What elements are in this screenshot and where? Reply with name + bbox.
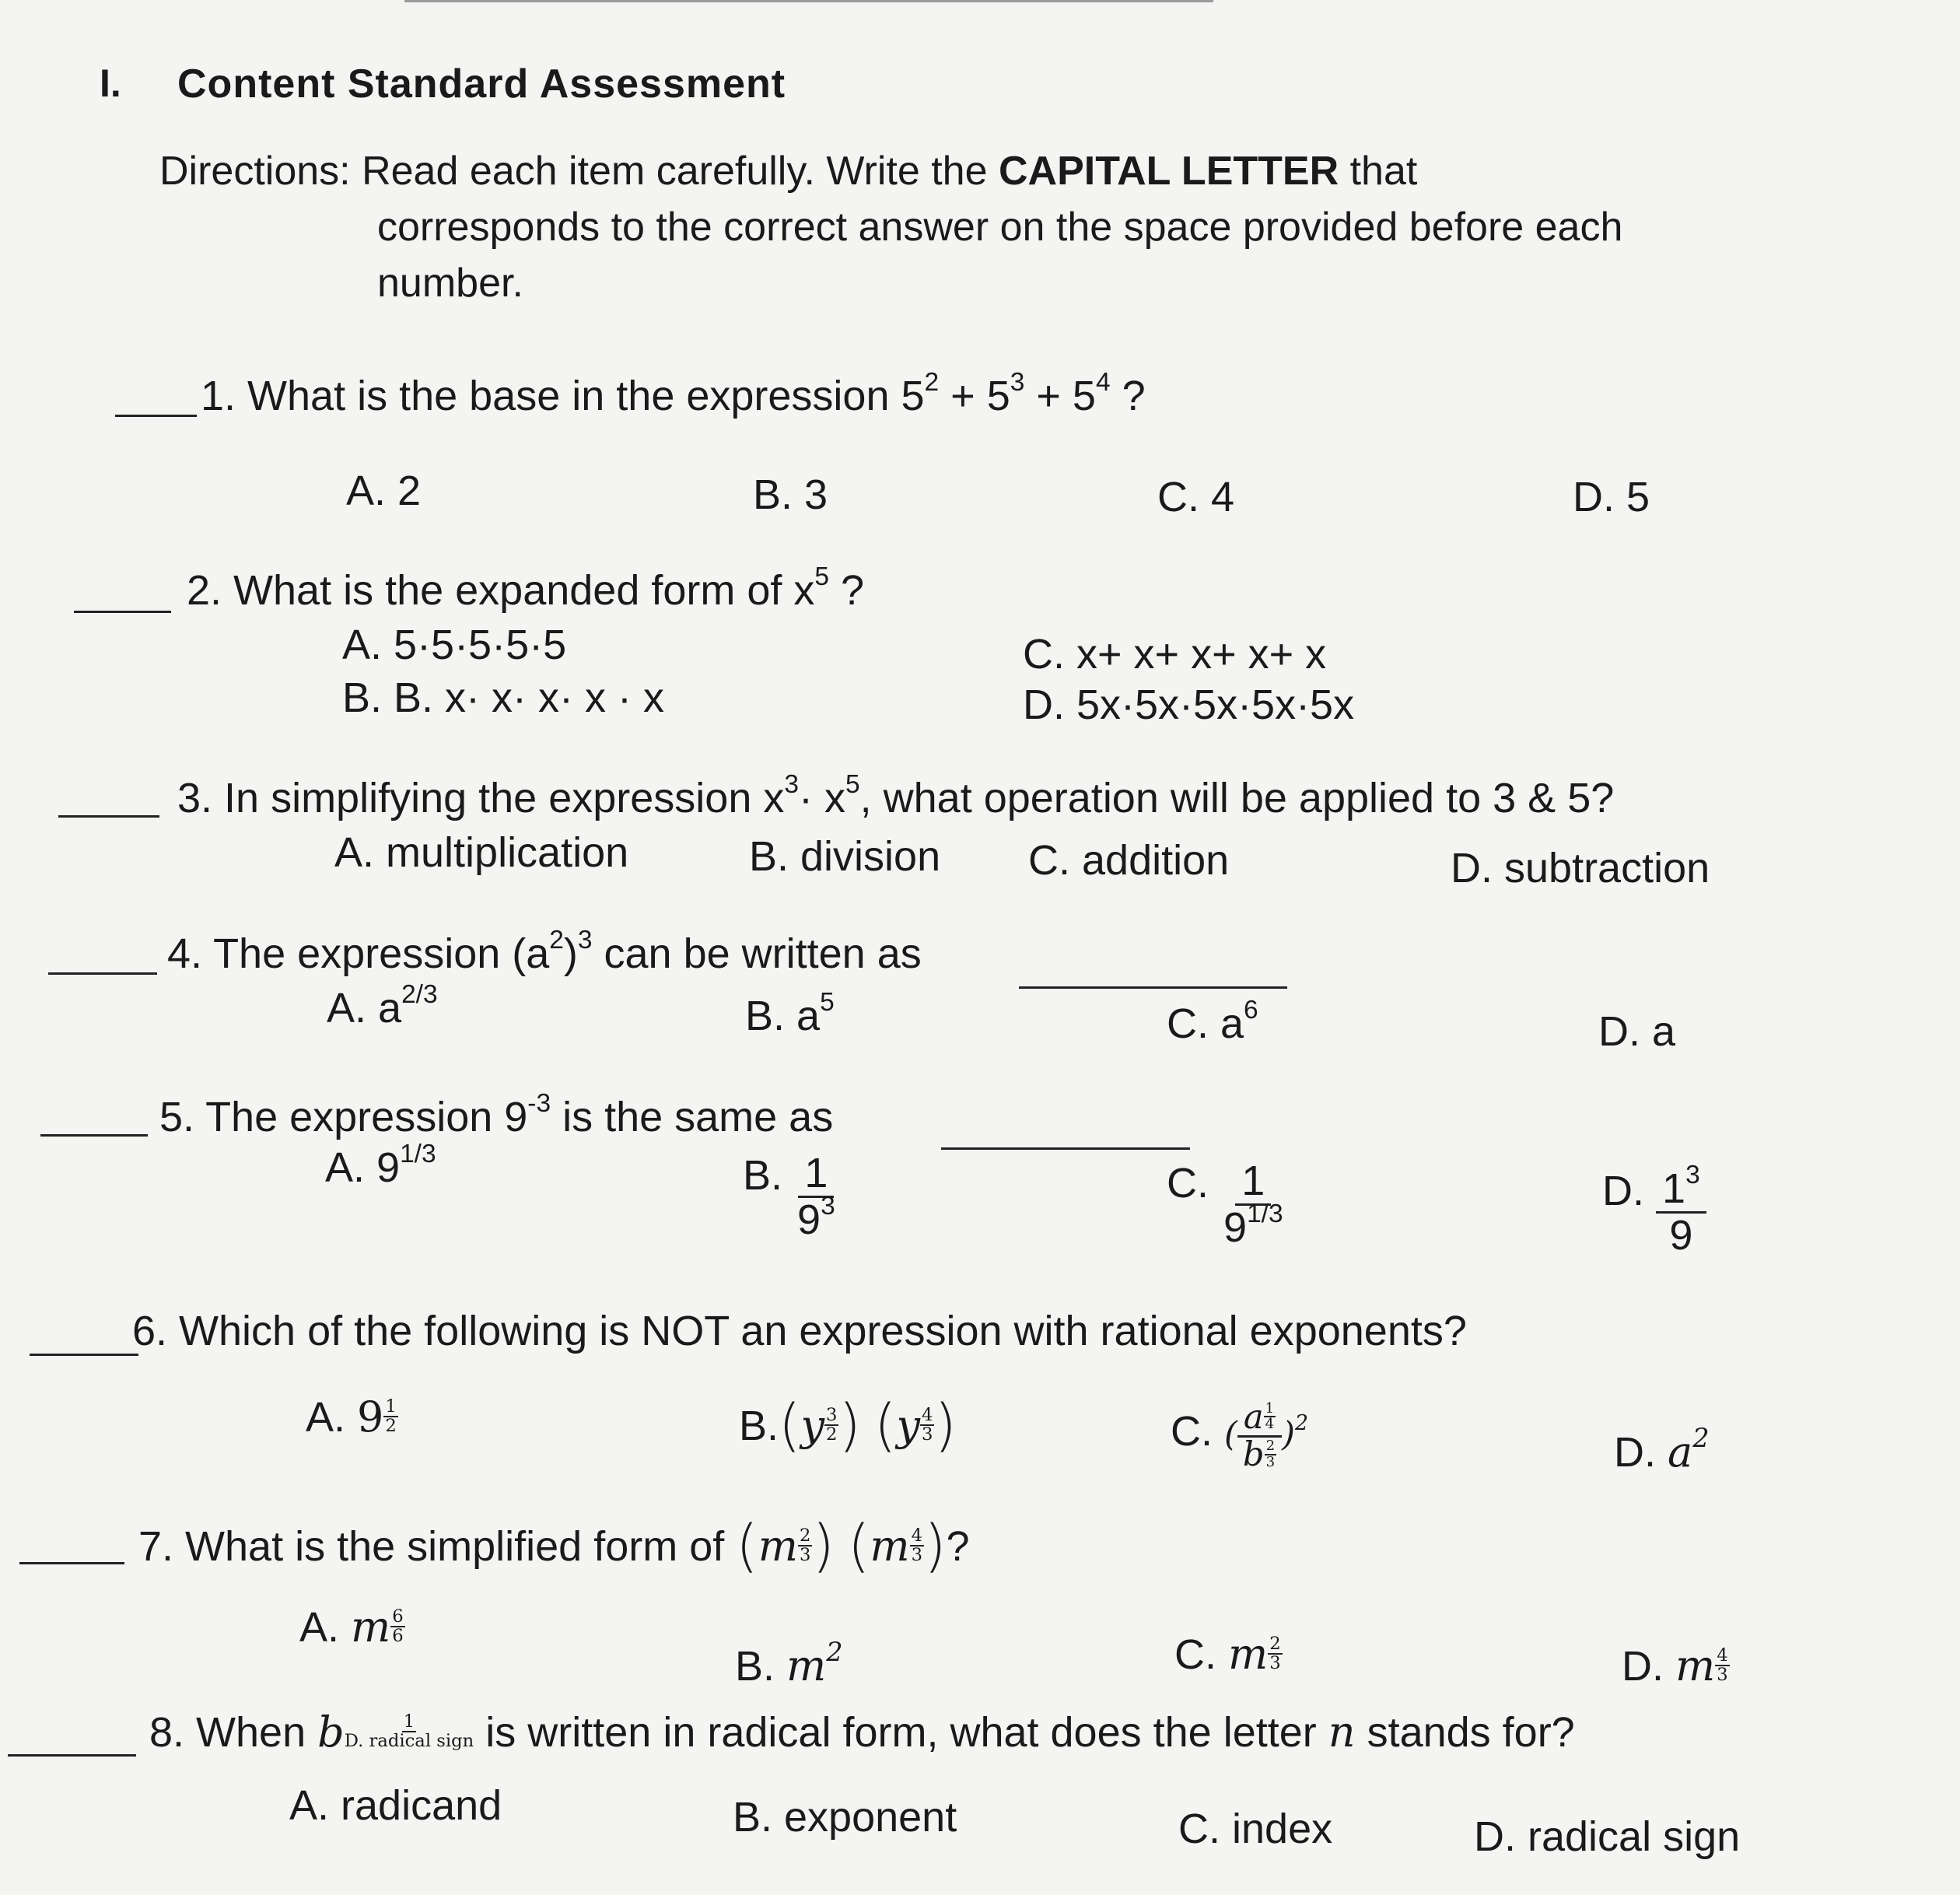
- directions-after: that: [1349, 149, 1418, 194]
- q6-option-a: A. 9 $\frac{1}{2}$: [306, 1392, 397, 1441]
- q5-option-b: B. $\frac{1}{9^3}$: [743, 1150, 835, 1243]
- question-8: 8. When b 1 D. radical sign is written in radical form, what does the letter n stands for?: [149, 1708, 1575, 1757]
- directions-line-1: [159, 148, 1417, 194]
- q8-var: n: [1328, 1708, 1356, 1757]
- q3-mid: · x: [799, 775, 845, 821]
- q1-exp-3: 4: [1095, 367, 1111, 397]
- q2-stem: 2. What is the expanded form of x: [187, 567, 815, 614]
- q5-exp: -3: [527, 1088, 551, 1118]
- q2-option-c: C. x+ x+ x+ x+ x: [1023, 631, 1327, 678]
- q7-option-d: D. m $\frac{4}{3}$: [1622, 1641, 1728, 1690]
- q4-exp-1: 2: [549, 925, 564, 955]
- q4-mid: ): [563, 930, 578, 977]
- q5-option-d: D. $\frac{1^3}{9}$: [1602, 1167, 1706, 1257]
- answer-blank-8[interactable]: [8, 1754, 136, 1757]
- q1-plus-1: + 5: [939, 373, 1010, 419]
- question-7: 7. What is the simplified form of (m $\frac{2}{3}$ ) (m $\frac{4}{3}$ )?: [138, 1513, 970, 1579]
- q3-option-c: C. addition: [1028, 837, 1230, 884]
- q8-option-a: A. radicand: [289, 1782, 502, 1829]
- q2-option-b: B. B. x· x· x· x · x: [342, 674, 664, 721]
- q5-end: is the same as: [551, 1094, 834, 1140]
- q3-stem: 3. In simplifying the expression x: [177, 775, 785, 821]
- section-title: Content Standard Assessment: [177, 61, 786, 107]
- answer-blank-2[interactable]: [74, 611, 171, 613]
- q1-option-d: D. 5: [1573, 474, 1650, 520]
- q3-option-a: A. multiplication: [334, 829, 629, 876]
- q3-end: , what operation will be applied to 3 & 5?: [859, 775, 1615, 821]
- answer-blank-6[interactable]: [30, 1354, 138, 1356]
- q1-option-c: C. 4: [1157, 474, 1235, 520]
- q5-option-c: C. $\frac{1}{9^{1/3}}$: [1167, 1158, 1283, 1251]
- q6-option-b: B.(y $\frac{3}{2}$ ) (y $\frac{4}{3}$ ): [739, 1392, 957, 1459]
- question-3: [177, 769, 1615, 822]
- q7-stem: 7. What is the simplified form of: [138, 1523, 725, 1571]
- q6-option-c: C. ( a $\frac{1}{4}$ b $\frac{2}{3}$ )$^2$: [1171, 1398, 1309, 1475]
- q8-end: stands for?: [1367, 1709, 1575, 1756]
- q1-end: ?: [1110, 373, 1146, 419]
- directions-emphasis: CAPITAL LETTER: [998, 149, 1339, 194]
- q4-option-d: D. a: [1598, 1008, 1676, 1055]
- question-2: [187, 562, 865, 615]
- answer-blank-1[interactable]: [115, 415, 197, 417]
- q4-option-b: B. $a^5$: [745, 987, 835, 1039]
- q7-option-b: B. $m^2$: [735, 1636, 843, 1690]
- question-6: 6. Which of the following is NOT an expression with rational exponents?: [132, 1308, 1467, 1354]
- q4-option-a: A. $a^{2/3}$: [327, 979, 438, 1032]
- q7-option-a: A. m $\frac{6}{6}$: [299, 1603, 404, 1652]
- answer-blank-4[interactable]: [48, 972, 157, 975]
- q3-option-d: D. subtraction: [1451, 845, 1710, 891]
- q4-end: can be written as: [592, 930, 922, 977]
- q1-plus-2: + 5: [1024, 373, 1096, 419]
- q1-option-a: A. 2: [346, 468, 422, 514]
- q5-stem: 5. The expression 9: [159, 1094, 528, 1140]
- question-1: [201, 367, 1146, 420]
- q3-exp-1: 3: [784, 769, 799, 799]
- q4-fill-line: [1019, 986, 1287, 989]
- q1-exp-1: 2: [924, 367, 940, 397]
- directions-line-3: number.: [377, 261, 523, 306]
- answer-blank-3[interactable]: [58, 815, 159, 818]
- q3-exp-2: 5: [845, 769, 860, 799]
- q5-fill-line: [941, 1147, 1190, 1150]
- q3-option-b: B. division: [749, 833, 941, 880]
- answer-blank-7[interactable]: [19, 1562, 124, 1564]
- q1-stem: 1. What is the base in the expression 5: [201, 373, 925, 419]
- q2-option-d: D. 5x·5x·5x·5x·5x: [1023, 681, 1355, 728]
- q1-option-b: B. 3: [753, 471, 828, 518]
- q8-option-c: C. index: [1178, 1806, 1333, 1852]
- answer-blank-5[interactable]: [40, 1134, 148, 1137]
- q8-post: is written in radical form, what does the letter: [485, 1709, 1317, 1756]
- directions-label: Directions: Read each item carefully. Write the: [159, 149, 988, 194]
- q5-option-a: A. $9^{1/3}$: [325, 1139, 436, 1191]
- q8-pre: 8. When: [149, 1709, 306, 1756]
- q4-stem: 4. The expression (a: [167, 930, 550, 977]
- question-4: [167, 925, 922, 978]
- q6-option-d: D. $a^2$: [1614, 1422, 1710, 1476]
- section-numeral: I.: [100, 61, 121, 105]
- directions-line-2: corresponds to the correct answer on the space provided before each: [377, 205, 1623, 250]
- top-rule: [404, 0, 1213, 2]
- q8-option-d: D. radical sign: [1474, 1813, 1741, 1860]
- q2-exp: 5: [814, 562, 830, 591]
- q2-option-a: A. 5·5·5·5·5: [342, 622, 567, 668]
- question-5: [159, 1088, 834, 1141]
- q7-end: ?: [946, 1523, 970, 1571]
- q1-exp-2: 3: [1010, 367, 1025, 397]
- q4-option-c: C. $a^6$: [1167, 995, 1258, 1047]
- q8-option-b: B. exponent: [733, 1794, 957, 1841]
- q4-exp-2: 3: [577, 925, 593, 955]
- q7-option-c: C. m $\frac{2}{3}$: [1174, 1630, 1281, 1679]
- q2-end: ?: [829, 567, 865, 614]
